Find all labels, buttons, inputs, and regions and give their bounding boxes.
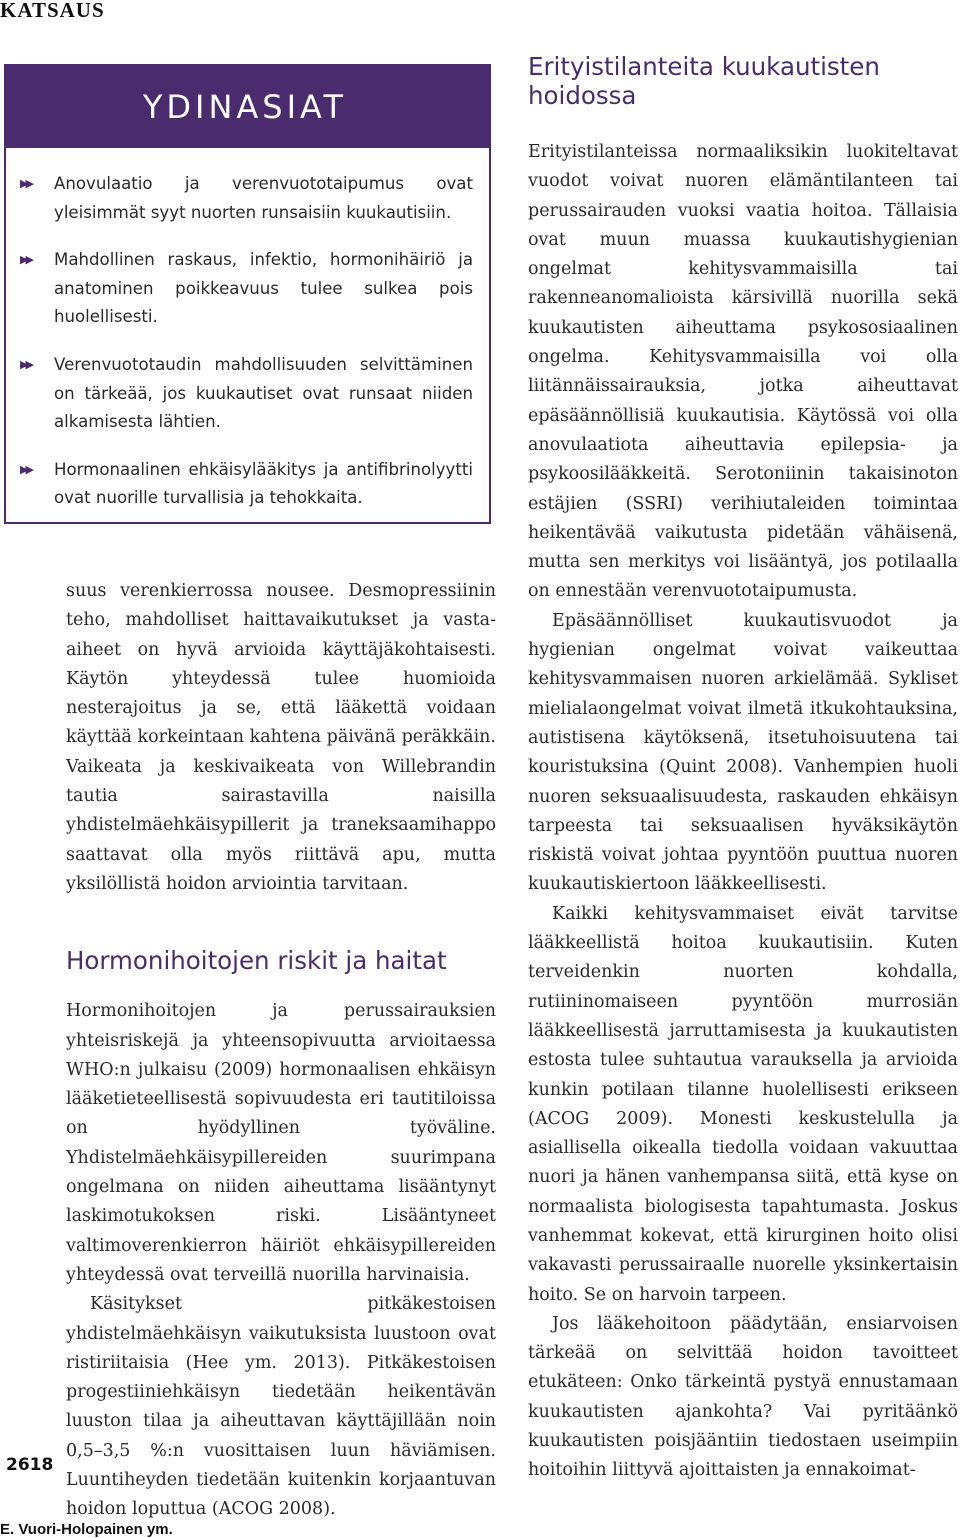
section-heading-hormone-risks: Hormonihoitojen riskit ja haitat: [66, 946, 447, 976]
body-paragraph: suus verenkierrossa nousee. Desmopressiinin teho, mahdolliset haittavaikutukset ja vasta-aiheet on hyvä arvioida käyttäjäkohtaisesti. Käytön yhteydessä tulee huomioida nesterajoitus ja se, että lääkettä voidaan käyttää korkeintaan kahtena päivänä peräkkäin. Vaikeata ja keskivaikeata von Willebrandin tautia sairastavilla naisilla yhdistelmäehkäisypillerit ja traneksaamihappo saattavat olla myös riittävä apu, mutta yksilöllistä hoidon arviointia tarvitaan.: [66, 581, 496, 894]
key-point-item: [20, 170, 473, 227]
key-point-item: [20, 351, 473, 437]
body-paragraph: Kaikki kehitysvammaiset eivät tarvitse lääkkeellistä hoitoa kuukautisiin. Kuten terveidenkin nuorten kohdalla, rutiininomaiseen pyyntöön murrosiän lääkkeellisestä jarruttamisesta ja kuukautisten estosta tulee suhtautua varauksella ja arvioida kunkin potilaan tilanne huolellisesti erikseen (ACOG 2009). Monesti keskustelulla ja asiallisella oikealla tiedolla voidaan vakuuttaa nuori ja hänen vanhempansa siitä, että kyse on normaalista biologisesta tapahtumasta. Joskus vanhemmat kokevat, että kirurginen hoito olisi vakavasti perussairaalle nuorelle yksinkertaisin hoito. Se on harvoin tarpeen.: [528, 903, 958, 1305]
right-column: [528, 52, 958, 1486]
double-arrow-icon: ▶▶: [20, 357, 31, 371]
double-arrow-icon: ▶▶: [20, 462, 31, 476]
section-label: KATSAUS: [0, 0, 105, 22]
key-points-list: [6, 148, 489, 513]
body-paragraph: Hormonihoitojen ja perussairauksien yhteisriskejä ja yhteensopivuutta arvioitaessa WHO:n julkaisu (2009) hormonaalisen ehkäisyn lääketieteellisestä sopivuudesta eri tautitiloissa on hyödyllinen työväline. Yhdistelmäehkäisypillereiden suurimpana ongelmana on niiden aiheuttama lisääntynyt laskimotukoksen riski. Lisääntyneet valtimoverenkierron häiriöt ehkäisypillereiden yhteydessä ovat terveillä nuorilla harvinaisia.: [66, 1001, 496, 1285]
key-points-box: [4, 64, 491, 524]
double-arrow-icon: ▶▶: [20, 253, 31, 267]
key-points-title: YDINASIAT: [6, 66, 489, 148]
left-column: [66, 577, 496, 1525]
double-arrow-icon: ▶▶: [20, 177, 31, 190]
key-point-text: Anovulaatio ja verenvuototaipumus ovat yleisimmät syyt nuorten runsaisiin kuukautisiin.: [54, 174, 473, 222]
body-paragraph: Epäsäännölliset kuukautisvuodot ja hygienian ongelmat voivat vaikeuttaa kehitysvammaisen nuoren arkielämää. Sykliset mielialaongelmat voivat ilmetä itkukohtauksina, autistisena käytöksenä, itsetuhoisuutena tai kouristuksina (Quint 2008). Vanhempien huoli nuoren seksuaalisuudesta, raskauden ehkäisyn tarpeesta tai seksuaalisen hyväksikäytön riskistä voivat johtaa pyyntöön puuttua nuoren kuukautiskiertoon lääkkeellisesti.: [528, 610, 958, 895]
body-paragraph: Käsitykset pitkäkestoisen yhdistelmäehkäisyn vaikutuksista luustoon ovat ristiriitaisia (Hee ym. 2013). Pitkäkestoisen progestiiniehkäisyn tiedetään heikentävän luuston tilaa ja aiheuttavan käyttäjillään noin 0,5–3,5 %:n vuosittaisen luun häviämisen. Luuntiheyden tiedetään kuitenkin korjaantuvan hoidon loputtua (ACOG 2008).: [66, 1294, 496, 1520]
key-point-item: [20, 246, 473, 332]
page-number: 2618: [6, 1455, 54, 1475]
body-paragraph: Erityistilanteissa normaaliksikin luokiteltavat vuodot voivat nuoren elämäntilanteen tai perussairauden vuoksi vaatia hoitoa. Tällaisia ovat muun muassa kuukautishygienian ongelmat kehitysvammaisilla tai rakenneanomalioista kärsivillä nuorilla sekä kuukautisten aiheuttama psykososiaalinen ongelma. Kehitysvammaisilla voi olla liitännäissairauksia, jotka aiheuttavat epäsäännöllisiä kuukautisia. Käytössä voi olla anovulaatiota aiheuttavia epilepsia- ja psykoosilääkkeitä. Serotoniinin takaisinoton estäjien (SSRI) verihiutaleiden toimintaa heikentävää vaikutusta pidetään vähäisenä, mutta sen merkitys voi lisääntyä, jos potilaalla on ennestään verenvuototaipumusta.: [528, 142, 958, 602]
key-point-text: Verenvuototaudin mahdollisuuden selvittäminen on tärkeää, jos kuukautiset ovat runsaat niiden alkamisesta lähtien.: [54, 354, 473, 432]
key-point-text: Mahdollinen raskaus, infektio, hormonihäiriö ja anatominen poikkeavuus tulee sulkea pois huolellisesti.: [54, 250, 473, 327]
key-point-item: [20, 456, 473, 513]
key-point-text: Hormonaalinen ehkäisylääkitys ja antifibrinolyytti ovat nuorille turvallisia ja tehokkaita.: [54, 459, 473, 508]
running-footer: E. Vuori-Holopainen ym.: [0, 1521, 173, 1538]
body-paragraph: Jos lääkehoitoon päädytään, ensiarvoisen tärkeää on selvittää hoidon tavoitteet etukäteen: Onko tärkeintä pystyä ennustamaan kuukautisten ajankohta? Vai pyritäänkö kuukautisten poisjääntiin tiedostaen useimpiin hoitoihin liittyvä ajoittaisten ja ennakoimat-: [528, 1313, 958, 1481]
section-heading-special-situations: Erityistilanteita kuukautisten hoidossa: [528, 52, 880, 110]
